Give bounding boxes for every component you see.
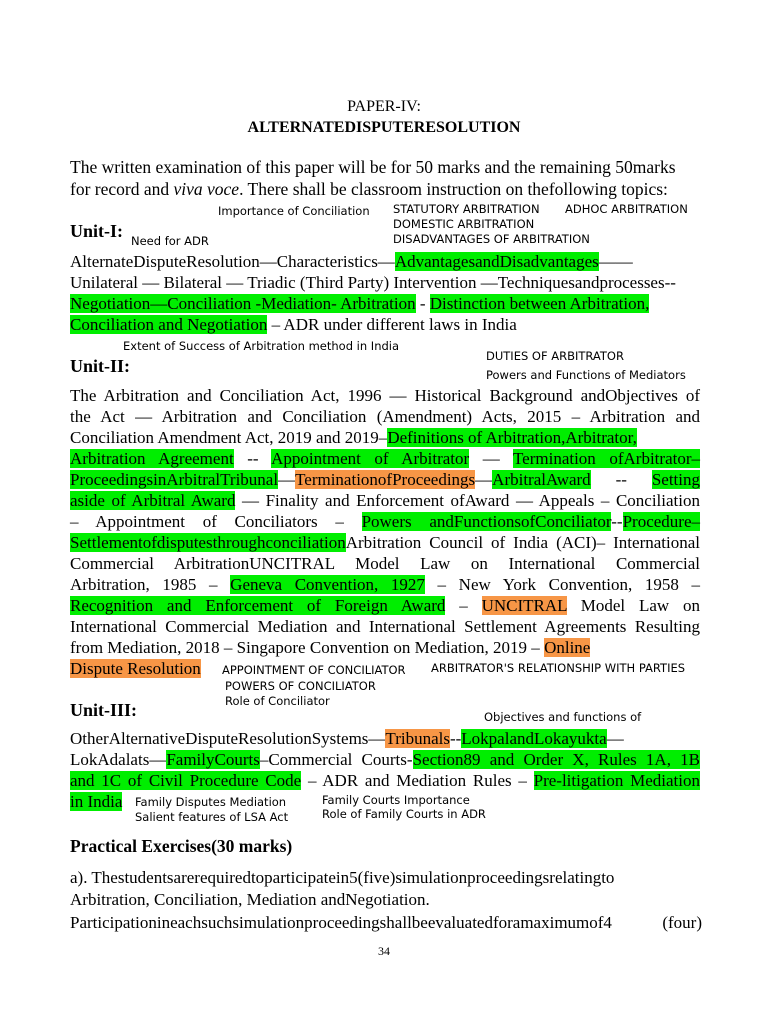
note-role-conciliator: Role of Conciliator [225, 694, 330, 708]
unit-2-line-12: International Commercial Mediation and International Settlement Agreements Resulting [70, 617, 700, 636]
unit-2-line-1: The Arbitration and Conciliation Act, 1996 — Historical Background andObjectives of [70, 386, 700, 405]
note-duties-arbitrator: DUTIES OF ARBITRATOR [486, 349, 624, 363]
note-disadvantages-arbitration: DISADVANTAGES OF ARBITRATION [393, 232, 590, 246]
note-objectives-functions: Objectives and functions of [484, 710, 642, 724]
unit-2-line-13: from Mediation, 2018 – Singapore Convention on Mediation, 2019 – Online [70, 638, 591, 657]
note-arbitrator-relationship: ARBITRATOR'S RELATIONSHIP WITH PARTIES [431, 661, 686, 675]
unit-2-line-9: Commercial ArbitrationUNCITRAL Model Law on International Commercial [70, 554, 700, 573]
practical-line-2: Arbitration, Conciliation, Mediation andNegotiation. [70, 890, 430, 909]
note-family-courts-importance: Family Courts Importance [322, 793, 470, 807]
unit-2-heading: Unit-II: [70, 356, 131, 376]
unit-2-line-4: Arbitration Agreement -- Appointment of Arbitrator — Termination ofArbitrator– [70, 449, 700, 468]
note-appointment-conciliator: APPOINTMENT OF CONCILIATOR [222, 663, 406, 677]
unit-3-heading: Unit-III: [70, 700, 138, 720]
unit-2-line-14: Dispute Resolution [70, 659, 201, 678]
paper-label: PAPER-IV: [347, 98, 421, 115]
intro-line-2: for record and viva voce. There shall be classroom instruction on thefollowing topics: [70, 179, 668, 199]
unit-3-line-3: and 1C of Civil Procedure Code – ADR and Mediation Rules – Pre-litigation Mediation [70, 771, 700, 790]
note-family-courts-role: Role of Family Courts in ADR [322, 807, 486, 821]
unit-3-line-2: LokAdalats—FamilyCourts–Commercial Courts-Section89 and Order X, Rules 1A, 1B [70, 750, 700, 769]
practical-line-3-end: (four) [662, 913, 702, 932]
unit-2-line-3: Conciliation Amendment Act, 2019 and 2019–Definitions of Arbitration,Arbitrator, [70, 428, 637, 447]
note-extent-success: Extent of Success of Arbitration method in India [123, 339, 400, 353]
note-powers-mediators: Powers and Functions of Mediators [486, 368, 686, 382]
practical-line-1: a). Thestudentsarerequiredtoparticipatein5(five)simulationproceedingsrelatingto [70, 868, 615, 887]
page-number: 34 [378, 944, 390, 958]
unit-1-line-1: AlternateDisputeResolution—Characteristics—AdvantagesandDisadvantages—— [70, 252, 633, 271]
note-need-adr: Need for ADR [131, 234, 209, 248]
unit-3-line-1: OtherAlternativeDisputeResolutionSystems—Tribunals--LokpalandLokayukta— [70, 729, 624, 748]
note-domestic-arbitration: DOMESTIC ARBITRATION [393, 217, 535, 231]
unit-2-line-11: Recognition and Enforcement of Foreign Award – UNCITRAL Model Law on [70, 596, 701, 615]
unit-2-line-8: SettlementofdisputesthroughconciliationArbitration Council of India (ACI)– International [70, 533, 700, 552]
paper-title: ALTERNATEDISPUTERESOLUTION [247, 119, 521, 136]
note-powers-conciliator: POWERS OF CONCILIATOR [225, 679, 376, 693]
unit-1-line-2: Unilateral — Bilateral — Triadic (Third Party) Intervention —Techniquesandprocesses-- [70, 273, 676, 292]
unit-2-line-6: aside of Arbitral Award — Finality and Enforcement ofAward — Appeals – Conciliation [70, 491, 700, 510]
note-adhoc-arbitration: ADHOC ARBITRATION [565, 202, 688, 216]
unit-1-line-4: Conciliation and Negotiation – ADR under different laws in India [70, 315, 517, 334]
practical-heading: Practical Exercises(30 marks) [70, 836, 293, 856]
unit-2-line-7: – Appointment of Conciliators – Powers andFunctionsofConciliator--Procedure– [70, 512, 700, 531]
unit-1-heading: Unit-I: [70, 221, 123, 241]
note-statutory-arbitration: STATUTORY ARBITRATION [393, 202, 540, 216]
unit-2-line-2: the Act — Arbitration and Conciliation (Amendment) Acts, 2015 – Arbitration and [70, 407, 700, 426]
unit-2-line-10: Arbitration, 1985 – Geneva Convention, 1927 – New York Convention, 1958 – [70, 575, 700, 594]
practical-line-3: Participationineachsuchsimulationproceedingshallbeevaluatedforamaximumof4 (four) [70, 913, 702, 932]
note-family-disputes: Family Disputes Mediation [135, 795, 287, 809]
note-importance-conciliation: Importance of Conciliation [218, 204, 370, 218]
intro-line-1: The written examination of this paper will be for 50 marks and the remaining 50marks [70, 157, 676, 177]
unit-1-line-3: Negotiation—Conciliation -Mediation- Arbitration - Distinction between Arbitration, [70, 294, 650, 313]
unit-3-line-4: in India [70, 792, 123, 811]
note-salient-features: Salient features of LSA Act [135, 810, 289, 824]
unit-2-line-5: ProceedingsinArbitralTribunal—TerminationofProceedings—ArbitralAward -- Setting [70, 470, 700, 489]
